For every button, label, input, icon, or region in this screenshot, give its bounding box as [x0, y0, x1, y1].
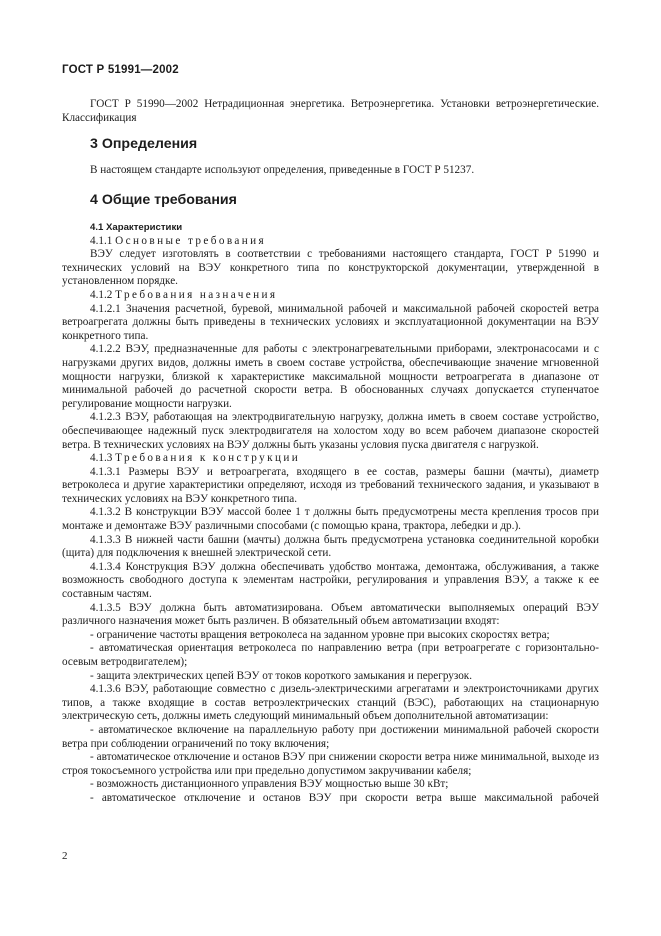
- clause-4-1-3-heading: [62, 452, 599, 466]
- clause-number: 4.1.1: [90, 234, 113, 247]
- page-number: 2: [62, 850, 68, 862]
- clause-4-1-2-1: 4.1.2.1 Значения расчетной, буревой, минимальной рабочей и максимальной рабочей скоростей ветра ветроагрегата должны быть приведены в технических условиях и эксплуатационной документации на ВЭУ конкретного типа.: [62, 302, 599, 342]
- section-4-title: 4 Общие требования: [90, 192, 237, 208]
- list-item: - автоматическая ориентация ветроколеса по направлению ветра (при ветроагрегате с горизонтально-осевым ветродвигателем);: [62, 642, 599, 668]
- subsection-4-1-title: 4.1 Характеристики: [90, 222, 183, 233]
- section-4-body: [62, 221, 599, 806]
- reference-gost-51990: ГОСТ Р 51990—2002 Нетрадиционная энергетика. Ветроэнергетика. Установки ветроэнергетические. Классификация: [62, 98, 599, 124]
- clause-4-1-3-6: 4.1.3.6 ВЭУ, работающие совместно с дизель-электрическими агрегатами и электроисточниками других типов, а также входящие в состав ветроэлектрических станций (ВЭС), работающих на стационарную электрическую сеть, должны иметь следующий минимальный объем дополнительной автоматизации:: [62, 683, 599, 723]
- reference-block: [62, 98, 599, 125]
- list-item: - возможность дистанционного управления ВЭУ мощностью выше 30 кВт;: [90, 778, 449, 791]
- clause-spaced-heading: Требования назначения: [115, 288, 278, 301]
- section-3-text: В настоящем стандарте используют определения, приведенные в ГОСТ Р 51237.: [90, 164, 475, 176]
- list-item: - автоматическое отключение и останов ВЭУ при скорости ветра выше максимальной рабочей: [90, 791, 599, 804]
- clause-number: 4.1.2: [90, 288, 113, 301]
- clause-spaced-heading: Требования к конструкции: [115, 452, 301, 465]
- clause-spaced-heading: Основные требования: [115, 234, 267, 247]
- list-item: - автоматическое отключение и останов ВЭУ при снижении скорости ветра ниже минимальной, выходе из строя токосъемного устройства или при предельно допустимом закручивании кабеля;: [62, 751, 599, 777]
- clause-4-1-1-text: ВЭУ следует изготовлять в соответствии с требованиями настоящего стандарта, ГОСТ Р 51990 и технических условий на ВЭУ конкретного типа по конструкторской документации, утвержденной в установленном порядке.: [62, 248, 599, 288]
- standard-code-header: ГОСТ Р 51991—2002: [62, 64, 179, 76]
- clause-4-1-3-4: 4.1.3.4 Конструкция ВЭУ должна обеспечивать удобство монтажа, демонтажа, обслуживания, а также возможность свободного доступа к элементам настройки, регулирования и управления ВЭУ, а также к ее составным частям.: [62, 560, 599, 601]
- clause-4-1-3-2: 4.1.3.2 В конструкции ВЭУ массой более 1 т должны быть предусмотрены места крепления тросов при монтаже и демонтаже ВЭУ различными способами (с помощью крана, трактора, лебедки и др.).: [62, 506, 599, 533]
- list-item: - защита электрических цепей ВЭУ от токов короткого замыкания и перегрузок.: [90, 669, 473, 682]
- clause-4-1-3-3: 4.1.3.3 В нижней части башни (мачты) должна быть предусмотрена установка соединительной коробки (щита) для подключения к внешней электрической сети.: [62, 533, 599, 560]
- clause-4-1-2-heading: [62, 289, 599, 303]
- clause-number: 4.1.3: [90, 452, 113, 465]
- list-item: - ограничение частоты вращения ветроколеса на заданном уровне при высоких скоростях ветра;: [90, 628, 550, 641]
- clause-4-1-3-5: 4.1.3.5 ВЭУ должна быть автоматизирована. Объем автоматически выполняемых операций ВЭУ различного назначения может быть различен. В обязательный объем автоматизации входят:: [62, 601, 599, 628]
- section-3-body: [62, 164, 599, 178]
- clause-4-1-2-2: 4.1.2.2 ВЭУ, предназначенные для работы с электронагревательными приборами, электронасосами и с нагрузками других видов, должны иметь в своем составе устройства, обеспечивающие значение мгновенной мощности нагрузки, близкой к характеристике максимальной мощности ветроагрегата в диапазоне от минимальной рабочей до расчетной скорости ветра. В обоснованных случаях допускается ступенчатое регулирование мощности нагрузки.: [62, 343, 599, 410]
- clause-4-1-3-1: 4.1.3.1 Размеры ВЭУ и ветроагрегата, входящего в ее состав, размеры башни (мачты), диаметр ветроколеса и другие характеристики определяют, исходя из требований технического задания, и указывают в технических условиях на ВЭУ конкретного типа.: [62, 465, 599, 505]
- list-item: - автоматическое включение на параллельную работу при достижении минимальной рабочей скорости ветра при соблюдении ограничений по току включения;: [62, 723, 599, 750]
- clause-4-1-1-heading: [62, 235, 599, 249]
- clause-4-1-2-3: 4.1.2.3 ВЭУ, работающая на электродвигательную нагрузку, должна иметь в своем составе устройство, обеспечивающее надежный пуск электродвигателя на холостом ходу во всем рабочем диапазоне скоростей ветра. В технических условиях на ВЭУ должны быть указаны условия пуска двигателя с нагрузкой.: [62, 411, 599, 451]
- section-3-title: 3 Определения: [90, 136, 198, 152]
